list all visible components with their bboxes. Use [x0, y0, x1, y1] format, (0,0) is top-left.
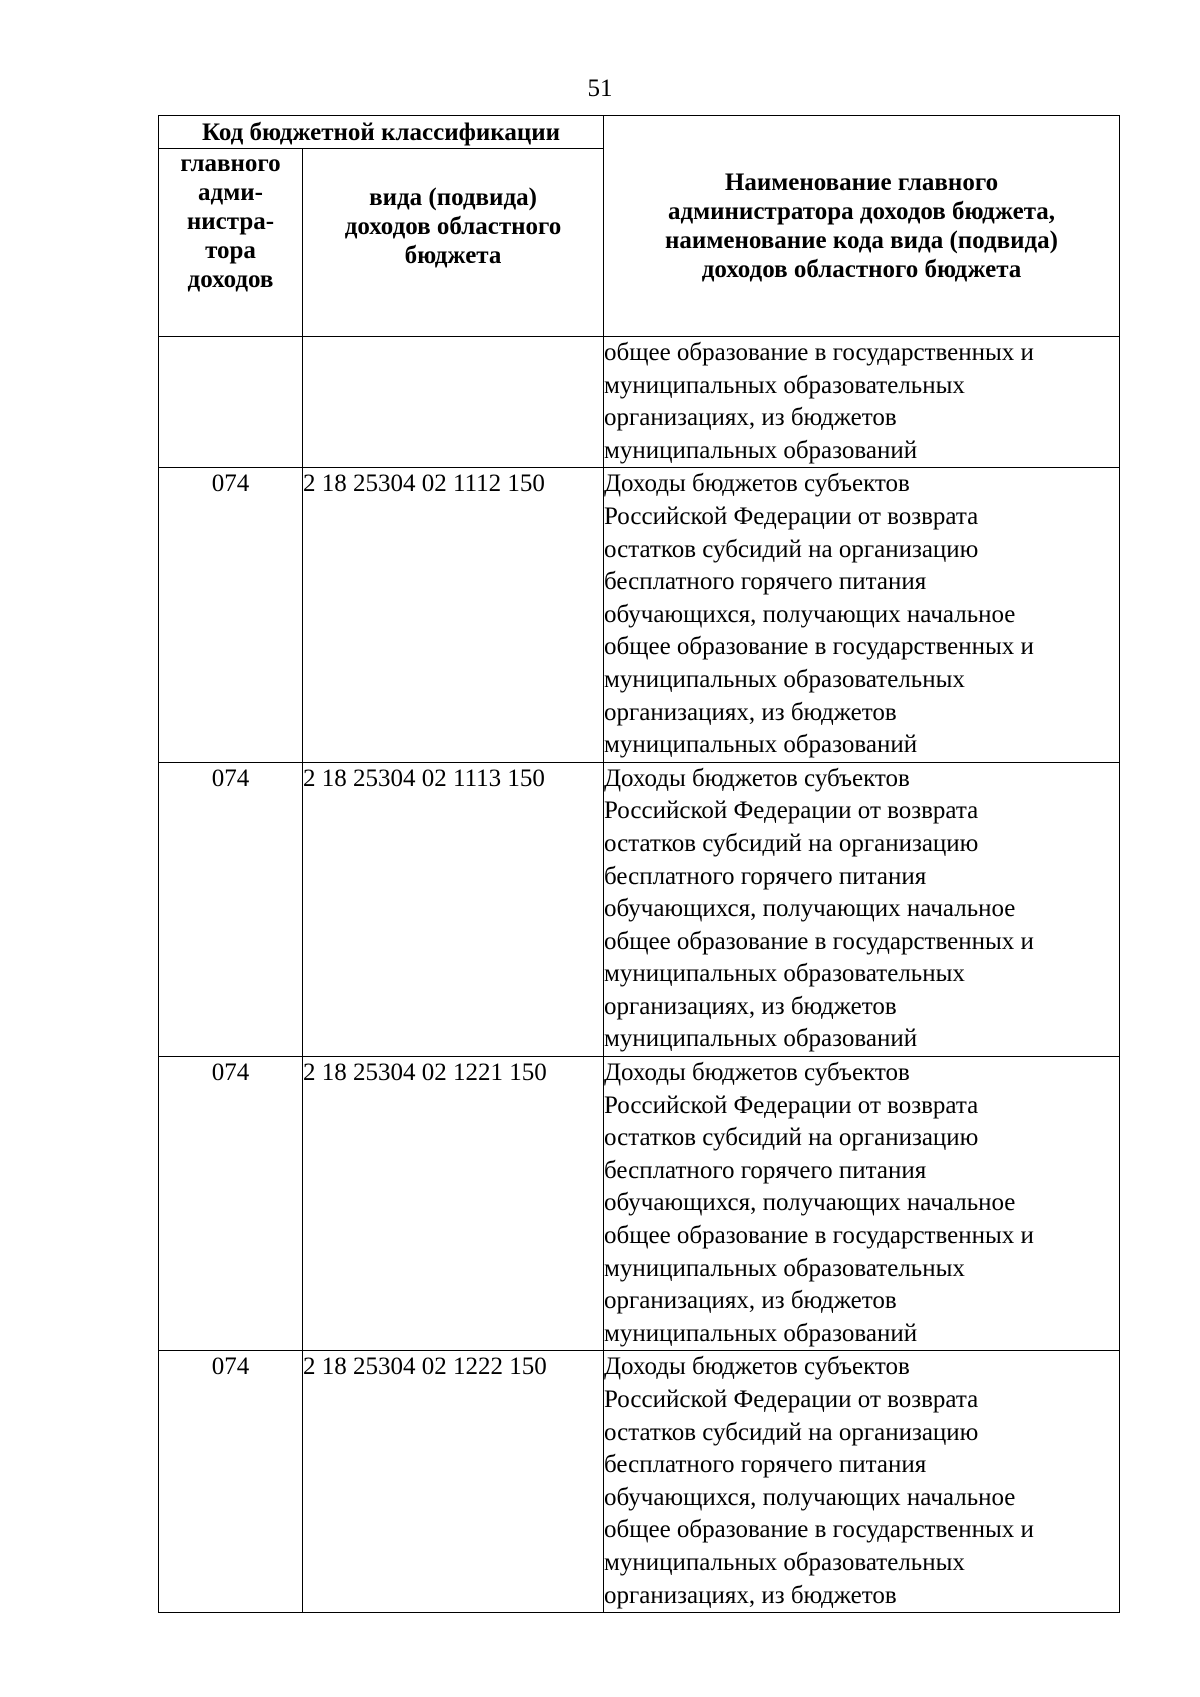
income-name-line: обучающихся, получающих начальное [604, 1483, 1016, 1511]
income-name-line: организациях, из бюджетов [604, 992, 897, 1020]
budget-classification-table [158, 115, 1120, 1613]
table-row [159, 337, 1120, 468]
income-name-line: общее образование в государственных и [604, 1222, 1034, 1250]
page-number: 51 [587, 75, 613, 102]
income-name-line: муниципальных образований [604, 1025, 918, 1053]
header-name-line: Наименование главного [724, 169, 999, 196]
admin-code-cell: 074 [159, 1351, 303, 1613]
income-name-line: муниципальных образований [604, 731, 918, 759]
income-name-line: муниципальных образовательных [604, 371, 965, 399]
income-name-line: муниципальных образовательных [604, 1254, 965, 1282]
income-name-line: общее образование в государственных и [604, 633, 1034, 661]
table-row [159, 468, 1120, 762]
income-name-line: Доходы бюджетов субъектов [604, 764, 910, 792]
header-admin-line: нистра- [186, 208, 275, 235]
header-admin-line: тора [205, 237, 256, 264]
income-name-line: общее образование в государственных и [604, 927, 1034, 955]
income-name-cell [604, 762, 1120, 1056]
income-name-line: организациях, из бюджетов [604, 698, 897, 726]
table-header [159, 116, 1120, 337]
income-name-cell [604, 1351, 1120, 1613]
income-name-line: обучающихся, получающих начальное [604, 600, 1016, 628]
income-name-line: бесплатного горячего питания [604, 568, 927, 596]
income-name-line: обучающихся, получающих начальное [604, 1189, 1016, 1217]
income-code-cell: 2 18 25304 02 1113 150 [303, 762, 604, 1056]
income-name-line: муниципальных образовательных [604, 960, 965, 988]
income-name-line: муниципальных образовательных [604, 665, 965, 693]
income-name-line: Российской Федерации от возврата [604, 502, 979, 530]
income-name-line: организациях, из бюджетов [604, 1581, 897, 1609]
income-name-cell [604, 468, 1120, 762]
header-code-line: доходов областного [344, 213, 562, 240]
income-name-line: бесплатного горячего питания [604, 1451, 927, 1479]
header-admin-column [159, 149, 303, 337]
table-row [159, 762, 1120, 1056]
income-name-line: бесплатного горячего питания [604, 1156, 927, 1184]
income-name-line: муниципальных образовательных [604, 1548, 965, 1576]
income-name-line: Российской Федерации от возврата [604, 1386, 979, 1413]
income-name-line: остатков субсидий на организацию [604, 535, 979, 563]
header-name-line: доходов областного бюджета [701, 256, 1022, 283]
income-code-cell [303, 337, 604, 468]
income-name-line: бесплатного горячего питания [604, 862, 927, 890]
income-name-line: Доходы бюджетов субъектов [604, 470, 910, 498]
income-name-line: обучающихся, получающих начальное [604, 895, 1016, 923]
income-name-line: Российской Федерации от возврата [604, 797, 979, 825]
income-name-cell [604, 1057, 1120, 1351]
header-admin-line: главного [180, 150, 281, 177]
income-name-line: остатков субсидий на организацию [604, 1124, 979, 1152]
header-code-line: вида (подвида) [369, 184, 537, 211]
header-admin-line: адми- [198, 179, 263, 206]
header-admin-line: доходов [187, 266, 274, 293]
income-code-cell: 2 18 25304 02 1221 150 [303, 1057, 604, 1351]
admin-code-cell: 074 [159, 1057, 303, 1351]
income-code-cell: 2 18 25304 02 1222 150 [303, 1351, 604, 1613]
income-name-line: организациях, из бюджетов [604, 1287, 897, 1315]
income-name-line: организациях, из бюджетов [604, 404, 897, 432]
header-name-line: администратора доходов бюджета, [667, 198, 1056, 225]
table-row [159, 1351, 1120, 1613]
income-name-line: остатков субсидий на организацию [604, 829, 979, 857]
income-name-line: Доходы бюджетов субъектов [604, 1059, 910, 1087]
table-row [159, 1057, 1120, 1351]
income-name-line: общее образование в государственных и [604, 1516, 1034, 1544]
income-name-line: Российской Федерации от возврата [604, 1091, 979, 1119]
admin-code-cell: 074 [159, 762, 303, 1056]
income-name-cell [604, 337, 1120, 468]
income-code-cell: 2 18 25304 02 1112 150 [303, 468, 604, 762]
income-name-line: Доходы бюджетов субъектов [604, 1353, 910, 1381]
income-name-line: муниципальных образований [604, 1319, 918, 1347]
table-body [159, 337, 1120, 1613]
admin-code-cell: 074 [159, 468, 303, 762]
header-code-line: бюджета [404, 242, 502, 269]
header-name-line: наименование кода вида (подвида) [665, 227, 1058, 254]
income-name-line: общее образование в государственных и [604, 339, 1034, 366]
header-budget-classification-code: Код бюджетной классификации [159, 116, 604, 149]
income-name-line: муниципальных образований [604, 436, 918, 464]
header-name-column [604, 116, 1120, 337]
header-code-column [303, 149, 604, 337]
admin-code-cell [159, 337, 303, 468]
income-name-line: остатков субсидий на организацию [604, 1418, 979, 1446]
